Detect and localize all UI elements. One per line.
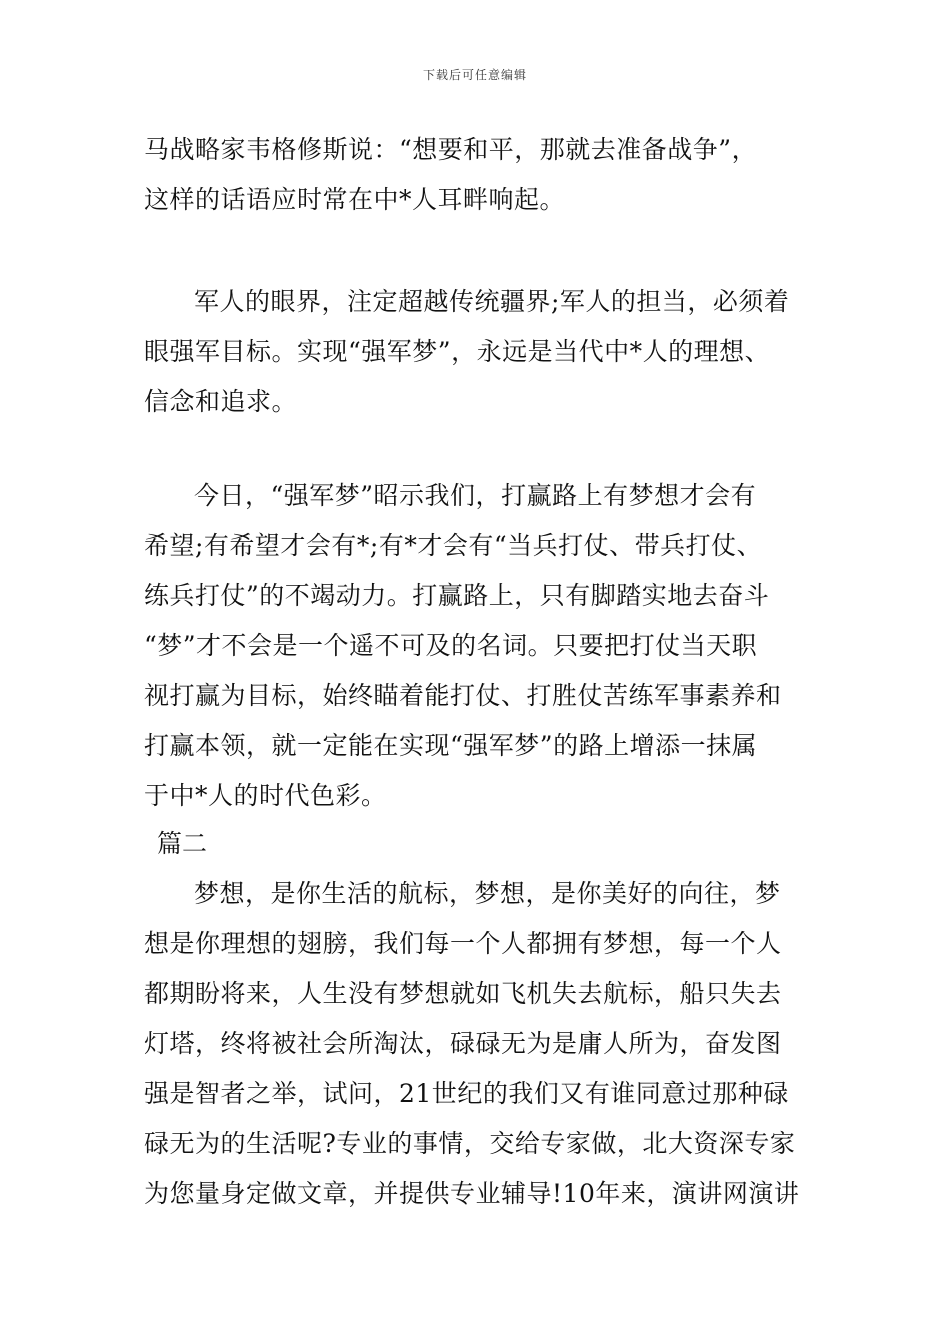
paragraph-3-line-7: 于中*人的时代色彩。 <box>144 781 387 810</box>
paragraph-3-line-1: 今日，“强军梦”昭示我们，打赢路上有梦想才会有 <box>194 481 757 510</box>
paragraph-3-line-2: 希望;有希望才会有*;有*才会有“当兵打仗、带兵打仗、 <box>144 531 763 560</box>
paragraph-4-line-4: 灯塔，终将被社会所淘汰，碌碌无为是庸人所为，奋发图 <box>144 1029 782 1058</box>
paragraph-3-line-4: “梦”才不会是一个遥不可及的名词。只要把打仗当天职 <box>144 631 758 660</box>
paragraph-1-line-2: 这样的话语应时常在中*人耳畔响起。 <box>144 185 566 214</box>
paragraph-1-line-1: 马战略家韦格修斯说：“想要和平，那就去准备战争”， <box>144 135 758 164</box>
page-header: 下载后可任意编辑 <box>422 68 527 82</box>
paragraph-3-line-5: 视打赢为目标，始终瞄着能打仗、打胜仗苦练军事素养和 <box>144 681 782 710</box>
paragraph-4-line-1: 梦想，是你生活的航标，梦想，是你美好的向往，梦 <box>194 879 781 908</box>
paragraph-2-line-1: 军人的眼界，注定超越传统疆界;军人的担当，必须着 <box>194 287 790 316</box>
paragraph-2-line-3: 信念和追求。 <box>144 387 298 416</box>
paragraph-2-line-2: 眼强军目标。实现“强军梦”，永远是当代中*人的理想、 <box>144 337 771 366</box>
paragraph-4-line-3: 都期盼将来，人生没有梦想就如飞机失去航标，船只失去 <box>144 979 782 1008</box>
paragraph-3-line-3: 练兵打仗”的不竭动力。打赢路上，只有脚踏实地去奋斗 <box>144 581 770 610</box>
section-title: 篇二 <box>157 829 208 858</box>
paragraph-4-line-7: 为您量身定做文章，并提供专业辅导!10年来，演讲网演讲 <box>144 1179 800 1208</box>
paragraph-4-line-6: 碌无为的生活呢?专业的事情，交给专家做，北大资深专家 <box>144 1129 796 1158</box>
paragraph-4-line-5: 强是智者之举，试问，21世纪的我们又有谁同意过那种碌 <box>144 1079 789 1108</box>
paragraph-4-line-2: 想是你理想的翅膀，我们每一个人都拥有梦想，每一个人 <box>144 929 782 958</box>
paragraph-3-line-6: 打赢本领，就一定能在实现“强军梦”的路上增添一抹属 <box>144 731 758 760</box>
